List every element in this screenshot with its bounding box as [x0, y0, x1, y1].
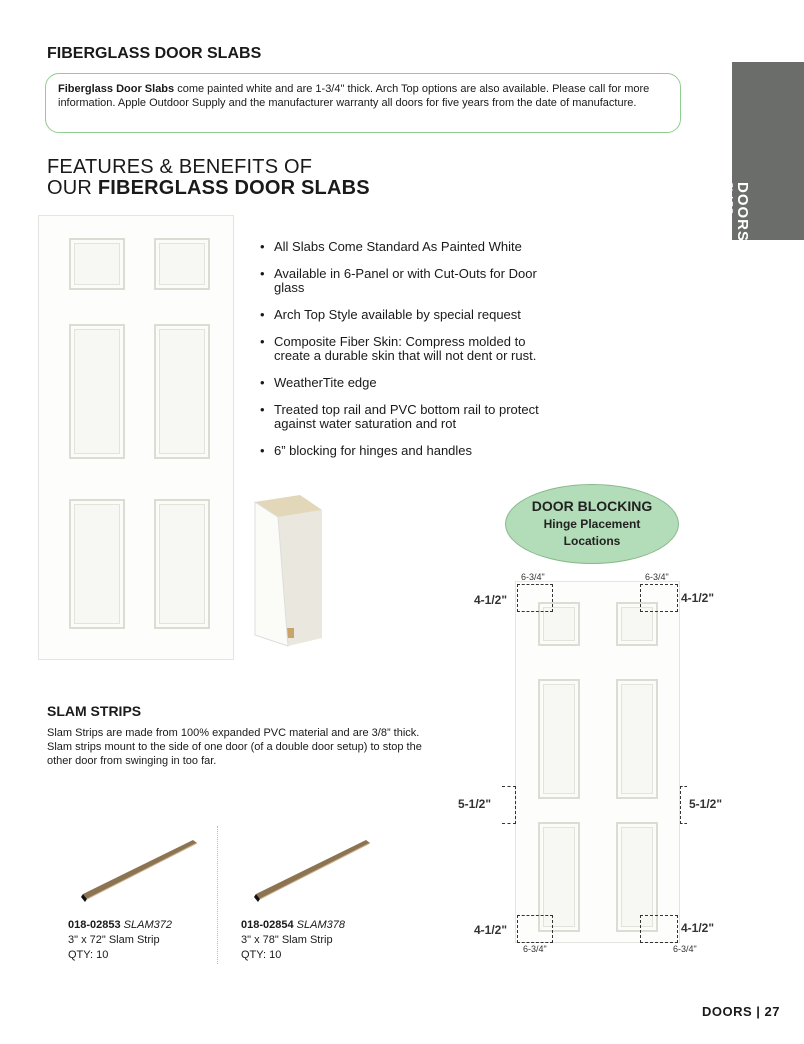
blocking-region	[640, 584, 678, 612]
slam-strip-image	[248, 832, 378, 904]
feature-item: • Arch Top Style available by special request	[260, 308, 560, 322]
badge-line3: Locations	[563, 534, 621, 548]
blocking-region	[680, 786, 687, 824]
dim-bot-left: 4-1/2"	[474, 923, 508, 937]
dim-bot-right: 4-1/2"	[681, 921, 715, 935]
badge-line1: DOOR BLOCKING	[531, 498, 653, 514]
feature-item: • Available in 6-Panel or with Cut-Outs for Door glass	[260, 267, 560, 295]
product-qty: QTY: 10	[241, 949, 282, 961]
product-card	[68, 918, 172, 963]
door-slab-image	[38, 215, 234, 660]
blocking-region	[502, 786, 516, 824]
product-model: SLAM378	[296, 919, 345, 931]
dim-top-right: 4-1/2"	[681, 591, 715, 605]
intro-bold: Fiberglass Door Slabs	[58, 83, 175, 95]
features-list	[260, 240, 560, 471]
door-blocking-badge	[505, 484, 679, 564]
intro-box	[45, 73, 681, 133]
dim-bot-left-small: 6-3/4"	[523, 944, 547, 954]
product-name: 3" x 78" Slam Strip	[241, 934, 333, 946]
page-footer: DOORS | 27	[702, 1004, 780, 1019]
feature-item: • 6” blocking for hinges and handles	[260, 444, 560, 458]
dim-mid-right: 5-1/2"	[689, 797, 723, 811]
dim-bot-right-small: 6-3/4"	[673, 944, 697, 954]
badge-line2: Hinge Placement	[543, 517, 641, 531]
dim-mid-left: 5-1/2"	[458, 797, 492, 811]
door-cross-section-image	[250, 490, 330, 650]
intro-body: come painted white and are 1-3/4" thick. Arch Top options are also available. Please call for more information. Apple Outdoor Supply and the manufacturer warranty all doors for five years from the date of manufacture.	[58, 83, 650, 109]
product-divider	[217, 826, 218, 964]
intro-text	[58, 82, 668, 110]
blocking-region	[517, 915, 553, 943]
features-title-prefix: OUR	[47, 177, 98, 199]
dim-top-right-small: 6-3/4"	[645, 572, 669, 582]
side-tab-title: DOORS	[734, 182, 751, 243]
dim-top-left: 4-1/2"	[474, 593, 508, 607]
product-sku: 018-02854	[241, 919, 294, 931]
features-title	[47, 157, 370, 199]
feature-item: • All Slabs Come Standard As Painted White	[260, 240, 560, 254]
section-heading: FIBERGLASS DOOR SLABS	[47, 45, 262, 62]
product-sku: 018-02853	[68, 919, 121, 931]
product-model: SLAM372	[123, 919, 172, 931]
feature-item: • Treated top rail and PVC bottom rail to protect against water saturation and rot	[260, 403, 560, 431]
slam-strips-heading: SLAM STRIPS	[47, 703, 142, 719]
features-title-bold: FIBERGLASS DOOR SLABS	[97, 177, 370, 199]
blocking-diagram-door	[515, 581, 680, 943]
product-card	[241, 918, 345, 963]
side-tab-subtitle: SLABS	[723, 182, 734, 215]
product-qty: QTY: 10	[68, 949, 109, 961]
blocking-region	[640, 915, 678, 943]
blocking-region	[517, 584, 553, 612]
slam-strip-image	[75, 832, 205, 904]
feature-item: • Composite Fiber Skin: Compress molded to create a durable skin that will not dent or rust.	[260, 335, 560, 363]
dim-top-left-small: 6-3/4"	[521, 572, 545, 582]
product-name: 3" x 72" Slam Strip	[68, 934, 160, 946]
feature-item: • WeatherTite edge	[260, 376, 560, 390]
side-tab	[723, 62, 804, 243]
slam-strips-description: Slam Strips are made from 100% expanded PVC material and are 3/8” thick. Slam strips mount to the side of one door (of a double door setup) to stop the other door from swinging in too far.	[47, 727, 422, 767]
features-title-line1: FEATURES & BENEFITS OF	[47, 156, 313, 178]
